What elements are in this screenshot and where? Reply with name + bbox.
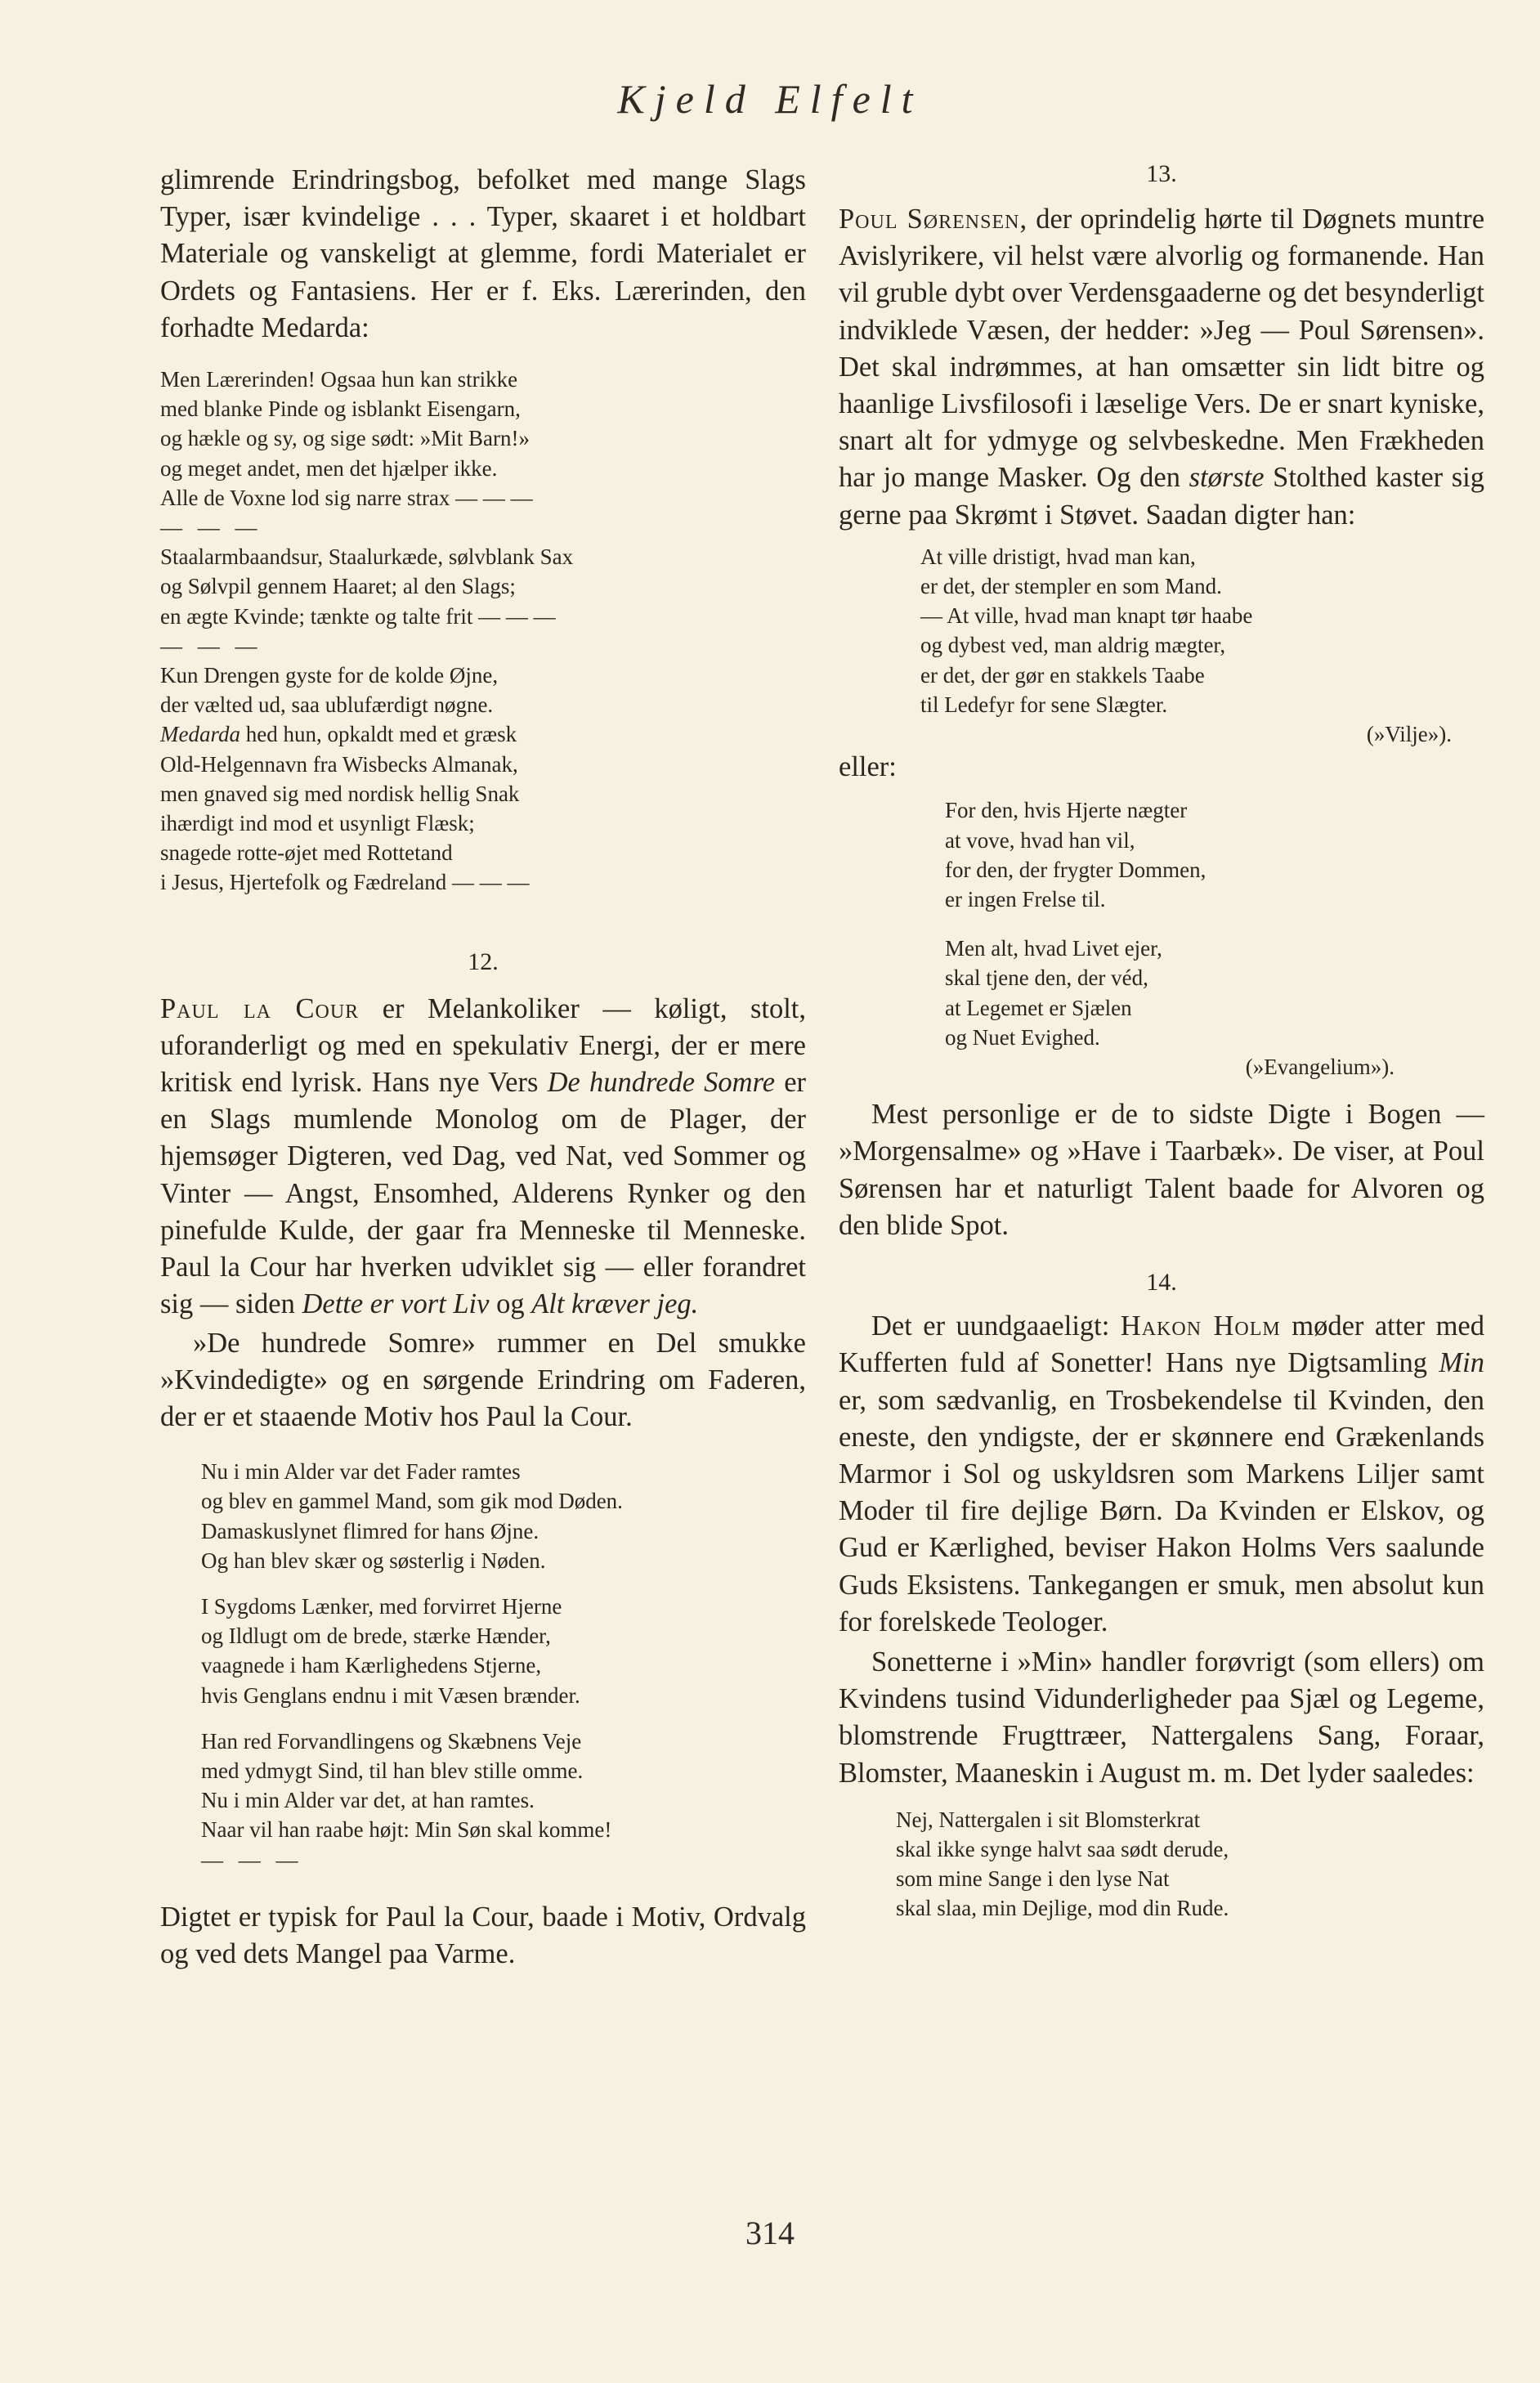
book-title: Dette er vort Liv (302, 1288, 490, 1320)
poem-line: Damaskuslynet flimred for hans Øjne. (201, 1518, 539, 1543)
book-title: De hundrede Somre (547, 1067, 776, 1099)
medarda-name: Medarda (160, 722, 240, 747)
text-run: Stolthed kaster sig gerne paa Skrømt i Støvet. Saadan digter han: (839, 462, 1484, 531)
poem-line: Men alt, hvad Livet ejer, (945, 936, 1162, 961)
poem-line: og Nuet Evighed. (945, 1024, 1100, 1050)
stanza-gap (945, 914, 1484, 934)
sec13-paragraph-2: Mest personlige er de to sidste Digte i Bogen — »Morgensalme» og »Have i Taarbæk». De viser, at Poul Sørensen har et naturligt Talent baade for Alvoren og den blide Spot. (839, 1099, 1484, 1241)
section-number-14: 14. (1146, 1269, 1177, 1297)
poem-line: men gnaved sig med nordisk hellig Snak (160, 781, 520, 806)
sec13-paragraph-1 (839, 201, 1484, 534)
section-number-13: 13. (1146, 160, 1177, 187)
poem-line: og blev en gammel Mand, som gik mod Døden. (201, 1489, 623, 1514)
poem-line: skal tjene den, der véd, (945, 965, 1148, 991)
poem-line: og Sølvpil gennem Haaret; al den Slags; (160, 574, 516, 599)
poet-name: Poul Sørensen, (839, 204, 1028, 235)
medarda-poem (160, 365, 806, 898)
poem-line: I Sygdoms Lænker, med forvirret Hjerne (201, 1593, 562, 1619)
right-column (839, 160, 1484, 1924)
book-title: Min (1439, 1347, 1484, 1379)
text-run: der oprindelig hørte til Døgnets muntre Avislyrikere, vil helst være alvorlig og formanende. Han vil gruble dybt over Verdensgaaderne og det besynderligt indviklede Væsen, der hedder: »Jeg — Poul Sørensen». Det skal indrømmes, at han omsætter sin lidt bitre og haanlige Livsfilosofi i læselige Vers. De er snart kyniske, snart alt for ydmyge og selvbeskedne. Men Frækheden har jo mange Masker. Og den (839, 204, 1485, 494)
stanza-gap (201, 1575, 806, 1592)
book-title: Alt kræver jeg. (531, 1288, 699, 1320)
sec14-paragraph-1 (839, 1308, 1484, 1641)
intro-paragraph: glimrende Erindringsbog, befolket med mange Slags Typer, især kvindelige . . . Typer, skaaret i et holdbart Materiale og vanskeligt at glemme, fordi Materialet er Ordets og Fantasiens. Her er f. Eks. Lærerinden, den forhadte Medarda: (160, 164, 806, 343)
poem-line: Old-Helgennavn fra Wisbecks Almanak, (160, 751, 518, 777)
poem-line: skal ikke synge halvt saa sødt derude, (896, 1836, 1229, 1861)
poem-line: og Ildlugt om de brede, stærke Hænder, (201, 1624, 551, 1649)
poem-line: At ville dristigt, hvad man kan, (920, 544, 1196, 569)
poem-line: Og han blev skær og søsterlig i Nøden. (201, 1548, 546, 1573)
poem-line: skal slaa, min Dejlige, mod din Rude. (896, 1896, 1229, 1921)
text-run: er en Slags mumlende Monolog om de Plager, der hjemsøger Digteren, ved Dag, ved Nat, ved Sommer og Vinter — Angst, Ensomhed, Alderens Rynker og den pinefulde Kulde, der gaar fra Menneske til Menneske. Paul la Cour har hverken udviklet sig — eller forandret sig — siden (160, 1067, 807, 1320)
sec14-paragraph-2: Sonetterne i »Min» handler forøvrigt (som ellers) om Kvindens tusind Vidunderligheder paa Sjæl og Legeme, blomstrende Frugttræer, Nattergalens Sang, Foraar, Blomster, Maaneskin i August m. m. Det lyder saaledes: (839, 1646, 1484, 1789)
poem-line: er ingen Frelse til. (945, 887, 1106, 912)
poem-line: Naar vil han raabe højt: Min Søn skal komme! (201, 1817, 612, 1843)
poem-line: med ydmygt Sind, til han blev stille omme. (201, 1758, 584, 1783)
poem-line: der vælted ud, saa ublufærdigt nøgne. (160, 692, 494, 718)
stanza-gap (201, 1710, 806, 1727)
text-run: er Melankoliker — køligt, stolt, uforanderligt og med en spekulativ Energi, der er mere kritisk end lyrisk. Hans nye Vers (160, 992, 807, 1099)
eller-line: eller: (839, 751, 897, 783)
poem-line: med blanke Pinde og isblankt Eisengarn, (160, 396, 521, 422)
sec12-paragraph-3: Digtet er typisk for Paul la Cour, baade i Motiv, Ordvalg og ved dets Mangel paa Varme. (160, 1901, 806, 1969)
sec12-paragraph-1 (160, 991, 806, 1324)
poem-line-rest: hed hun, opkaldt med et græsk (245, 722, 517, 747)
poem-line: Nu i min Alder var det Fader ramtes (201, 1459, 521, 1485)
poem-line: og meget andet, men det hjælper ikke. (160, 455, 498, 481)
poem-break: — — — (201, 1847, 303, 1872)
section-number-12: 12. (468, 947, 499, 975)
text-run: møder atter med Kufferten fuld af Sonetter! Hans nye Digtsamling (839, 1310, 1484, 1379)
text-run: og (496, 1288, 525, 1320)
poem-break: — — — (160, 515, 262, 540)
poem-line: og dybest ved, man aldrig mægter, (920, 633, 1226, 658)
poem-break: — — — (160, 633, 262, 658)
poem-line: til Ledefyr for sene Slægter. (920, 692, 1168, 717)
emphasis: største (1189, 462, 1265, 494)
poem-line: Han red Forvandlingens og Skæbnens Veje (201, 1728, 582, 1754)
poem-line: Men Lærerinden! Ogsaa hun kan strikke (160, 367, 518, 392)
evangelium-poem (839, 795, 1484, 1082)
father-poem (160, 1457, 806, 1875)
poem-line: Nej, Nattergalen i sit Blomsterkrat (896, 1807, 1201, 1832)
poem-line: en ægte Kvinde; tænkte og talte frit — — — (160, 603, 556, 629)
left-column (160, 162, 806, 1973)
poem-line: for den, der frygter Dommen, (945, 857, 1206, 882)
text-run: er, som sædvanlig, en Trosbekendelse til Kvinden, den eneste, den yndigste, der er skønnere end Grækenlands Marmor i Sol og uskyldsren som Markens Liljer samt Moder til fire dejlige Børn. Da Kvinden er Elskov, og Gud er Kærlighed, beviser Hakon Holms Vers saalunde Guds Eksistens. Tankegangen er smuk, men absolut kun for forelskede Teologer. (839, 1384, 1484, 1637)
poem-source: (»Vilje»). (1366, 722, 1452, 747)
nattergal-poem (839, 1805, 1484, 1924)
poem-line: i Jesus, Hjertefolk og Fædreland — — — (160, 870, 530, 895)
poem-line: er det, der gør en stakkels Taabe (920, 662, 1205, 688)
poet-name: Paul la Cour (160, 992, 360, 1024)
poem-line: ihærdigt ind mod et usynligt Flæsk; (160, 811, 475, 836)
poem-line: at Legemet er Sjælen (945, 995, 1132, 1020)
vilje-poem (839, 542, 1484, 749)
sec12-paragraph-2: »De hundrede Somre» rummer en Del smukke »Kvindedigte» og en sørgende Erindring om Faderen, der er et staaende Motiv hos Paul la Cour. (160, 1327, 806, 1432)
poem-line: Nu i min Alder var det, at han ramtes. (201, 1788, 535, 1813)
poem-line (160, 719, 806, 749)
poem-line: hvis Genglans endnu i mit Væsen brænder. (201, 1682, 580, 1708)
poem-source: (»Evangelium»). (1245, 1055, 1395, 1080)
poem-line: For den, hvis Hjerte nægter (945, 798, 1188, 823)
poem-line: vaagnede i ham Kærlighedens Stjerne, (201, 1653, 542, 1678)
page-number: 314 (745, 2215, 795, 2251)
poem-line: som mine Sange i den lyse Nat (896, 1866, 1170, 1892)
poem-line: Alle de Voxne lod sig narre strax — — — (160, 485, 533, 510)
poem-line: Kun Drengen gyste for de kolde Øjne, (160, 663, 499, 688)
poem-line: er det, der stempler en som Mand. (920, 574, 1222, 599)
running-header: Kjeld Elfelt (617, 76, 923, 122)
poem-line: at vove, hvad han vil, (945, 827, 1135, 853)
poet-name: Hakon Holm (1120, 1310, 1281, 1342)
poem-line: og hækle og sy, og sige sødt: »Mit Barn!» (160, 426, 530, 451)
poem-line: Staalarmbaandsur, Staalurkæde, sølvblank Sax (160, 544, 574, 570)
text-run: Det er uundgaaeligt: (871, 1310, 1110, 1342)
poem-line: — At ville, hvad man knapt tør haabe (920, 603, 1253, 629)
poem-line: snagede rotte-øjet med Rottetand (160, 840, 453, 866)
